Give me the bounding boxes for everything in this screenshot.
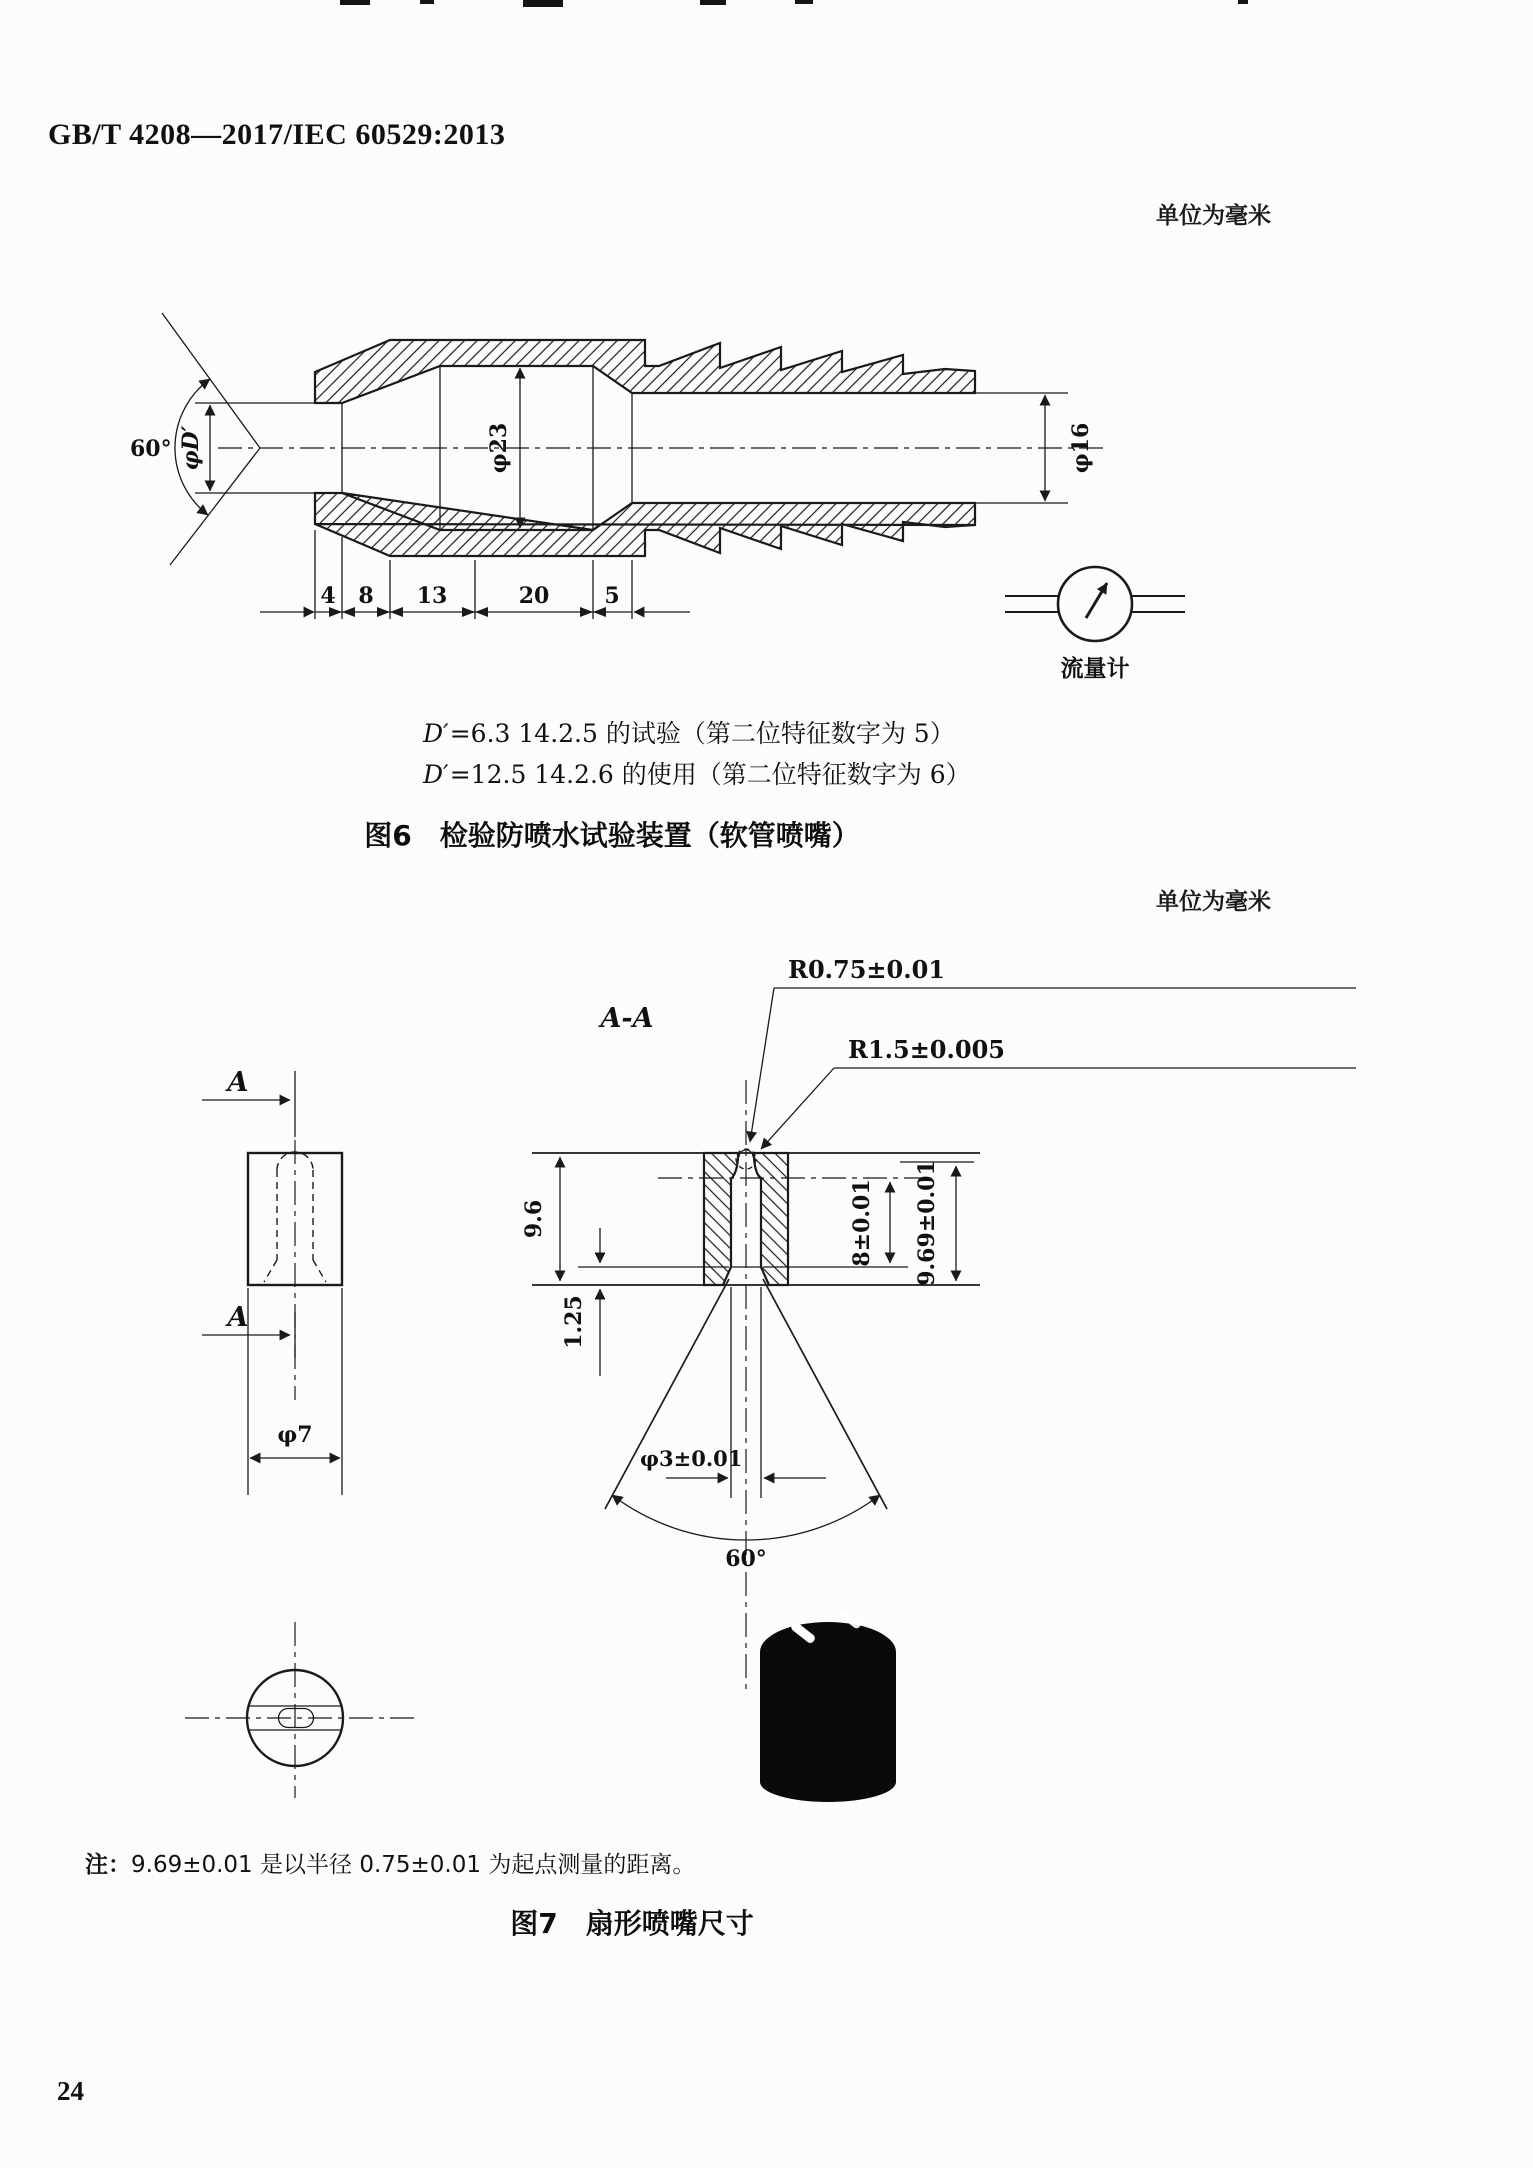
figure6-caption: 图6 检验防喷水试验装置（软管喷嘴） xyxy=(364,819,860,852)
nozzle-photo xyxy=(760,1610,896,1802)
fig6-dim-5: 5 xyxy=(604,583,620,609)
fig7-front-view xyxy=(185,1622,420,1798)
section-arrow-label-top: A xyxy=(227,1067,249,1098)
fan-nozzle-right-wall xyxy=(754,1153,788,1285)
note-label: 注： xyxy=(85,1852,131,1878)
dprime-var: D′ xyxy=(423,719,449,748)
scan-artifact xyxy=(795,0,813,4)
fig6-nozzle-section xyxy=(218,340,1105,556)
figure7-drawing xyxy=(100,930,1400,1830)
fig7-total-depth-label: 9.69±0.01 xyxy=(914,1160,940,1286)
scan-artifact xyxy=(1238,0,1248,4)
fan-edge-right xyxy=(763,1279,887,1509)
units-note-fig7: 单位为毫米 xyxy=(1156,889,1271,915)
note-text: 9.69±0.01 是以半径 0.75±0.01 为起点测量的距离。 xyxy=(131,1852,696,1878)
dprime-text: =6.3 14.2.5 的试验（第二位特征数字为 5） xyxy=(449,719,955,748)
fig7-section-view xyxy=(532,1080,980,1695)
fig6-dim-4: 4 xyxy=(320,583,336,609)
fig6-hose-dia-label: φ16 xyxy=(1068,422,1094,474)
flow-meter-label: 流量计 xyxy=(1060,656,1130,682)
flow-meter-symbol xyxy=(1005,567,1185,682)
scan-artifact xyxy=(420,0,434,4)
nozzle-lower-wall xyxy=(315,493,975,556)
scan-artifact xyxy=(700,0,726,5)
fig7-body-dia-label: φ7 xyxy=(277,1422,313,1448)
fig7-slot-width-label: φ3±0.01 xyxy=(640,1446,743,1471)
dprime-note-2 xyxy=(423,755,971,791)
scan-artifact xyxy=(340,0,370,5)
nozzle-upper-wall xyxy=(315,340,975,403)
fig7-fan-angle-label: 60° xyxy=(725,1546,767,1572)
fig7-section-label: A-A xyxy=(600,1003,654,1034)
fig7-land-label: 1.25 xyxy=(561,1295,587,1349)
fig6-inlet-dia-label: φD′ xyxy=(178,425,204,471)
scan-artifact xyxy=(523,0,563,7)
page-number: 24 xyxy=(57,2076,84,2106)
fig7-tip-radius-label: R0.75±0.01 xyxy=(788,955,945,984)
fan-edge-left xyxy=(605,1279,729,1509)
fig6-dim-13: 13 xyxy=(416,583,448,609)
fig6-hose-dia-dim xyxy=(975,393,1094,503)
fig6-chamber-dia-label: φ23 xyxy=(486,422,512,474)
section-arrow-label-bottom: A xyxy=(227,1302,249,1333)
figure6-drawing xyxy=(100,215,1300,715)
fig7-body-height-label: 9.6 xyxy=(521,1199,547,1239)
figure7-note xyxy=(85,1846,695,1879)
fig7-slot-depth-label: 8±0.01 xyxy=(849,1179,875,1267)
dprime-text: =12.5 14.2.6 的使用（第二位特征数字为 6） xyxy=(449,760,971,789)
fig6-dim-20: 20 xyxy=(518,583,550,609)
fig6-angle-label: 60° xyxy=(130,436,172,462)
fig7-radius-leaders xyxy=(750,955,1356,1149)
units-note-fig6: 单位为毫米 xyxy=(1156,203,1271,229)
dprime-var: D′ xyxy=(423,760,449,789)
fig7-groove-radius-label: R1.5±0.005 xyxy=(848,1035,1005,1064)
fig7-side-view xyxy=(202,1067,342,1495)
fan-nozzle-left-wall xyxy=(704,1153,738,1285)
standard-number: GB/T 4208—2017/IEC 60529:2013 xyxy=(48,118,506,151)
dprime-note-1 xyxy=(423,714,955,750)
fig7-dimensions xyxy=(521,1157,974,1478)
fig6-inlet-dia-dim xyxy=(178,403,315,493)
figure7-caption: 图7 扇形喷嘴尺寸 xyxy=(510,1907,754,1940)
fig6-dim-8: 8 xyxy=(358,583,374,609)
